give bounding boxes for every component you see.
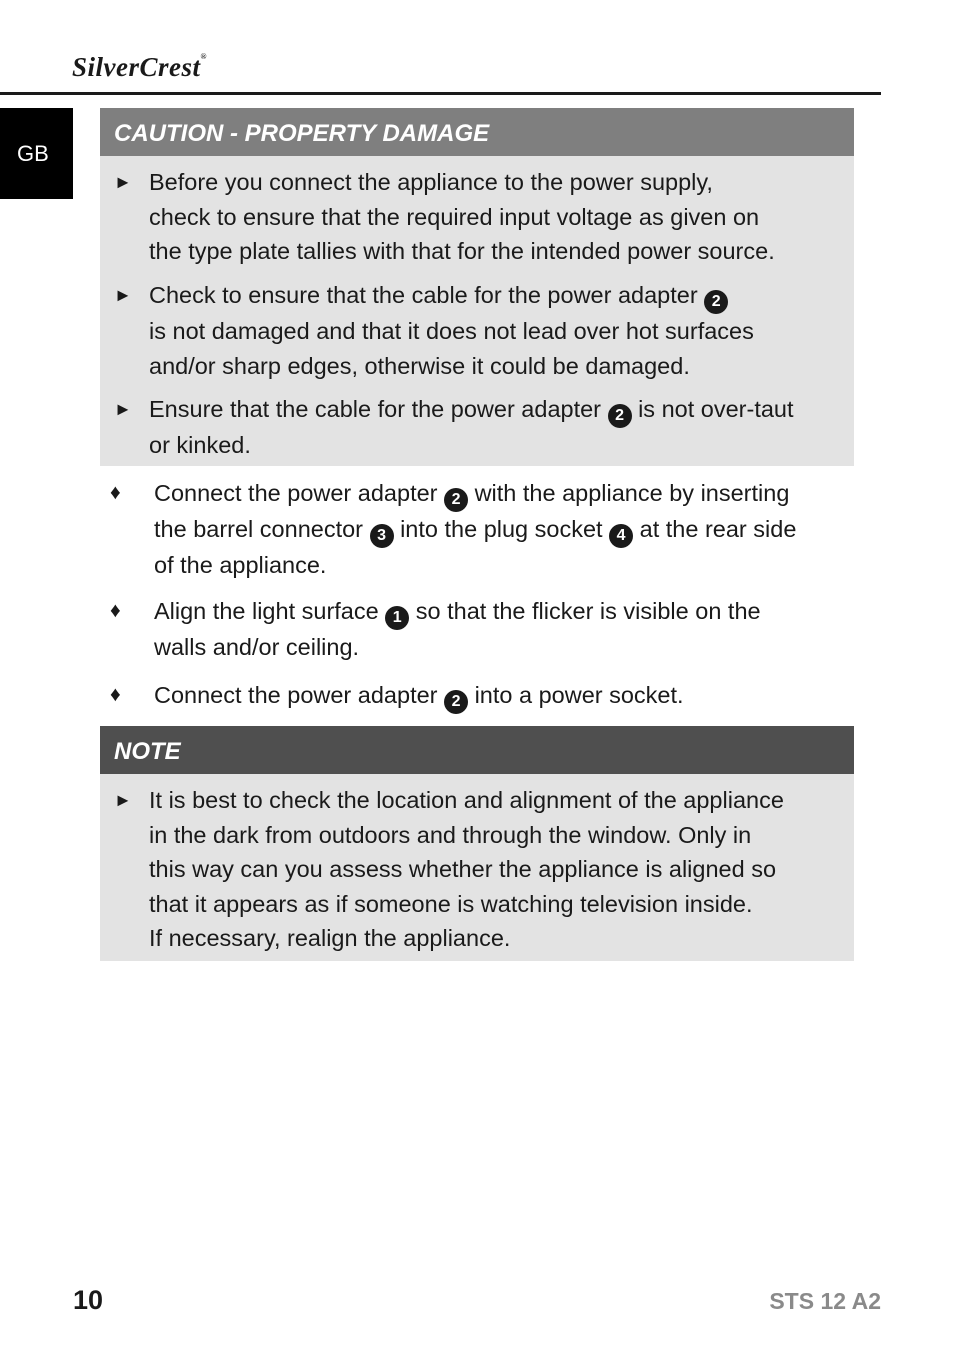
text-span: into a power socket. — [474, 682, 684, 708]
text-span: Connect the power adapter — [154, 682, 438, 708]
brand-logo — [72, 52, 207, 83]
caution-heading: CAUTION - PROPERTY DAMAGE — [100, 108, 854, 156]
caution-item-2 — [149, 278, 849, 383]
diamond-bullet-icon: ♦ — [110, 481, 121, 504]
caution-item-1 — [149, 165, 849, 269]
text-line: the type plate tallies with that for the intended power source. — [149, 238, 775, 264]
text-line: or kinked. — [149, 432, 251, 458]
caution-item-3 — [149, 392, 849, 463]
diamond-bullet-icon: ♦ — [110, 683, 121, 706]
model-number: STS 12 A2 — [769, 1288, 881, 1314]
text-line: It is best to check the location and alignment of the appliance — [149, 787, 784, 813]
arrow-bullet-icon: ► — [114, 399, 132, 419]
reference-number: 4 — [609, 524, 633, 548]
text-line — [154, 678, 854, 714]
text-span: Connect the power adapter — [154, 480, 438, 506]
reference-number: 2 — [608, 404, 632, 428]
text-line: walls and/or ceiling. — [154, 634, 360, 660]
text-line: of the appliance. — [154, 552, 327, 578]
reference-number: 3 — [370, 524, 394, 548]
note-item — [149, 783, 849, 956]
text-line — [154, 476, 854, 512]
text-span: Align the light surface — [154, 598, 379, 624]
text-line: that it appears as if someone is watching television inside. — [149, 890, 753, 917]
text-line: Before you connect the appliance to the power supply, — [149, 169, 713, 195]
text-line: If necessary, realign the appliance. — [149, 925, 511, 951]
registered-mark: ® — [200, 52, 207, 61]
text-line: and/or sharp edges, otherwise it could be damaged. — [149, 352, 690, 379]
diamond-bullet-icon: ♦ — [110, 599, 121, 622]
page-number: 10 — [73, 1285, 104, 1315]
text-line — [154, 512, 854, 548]
arrow-bullet-icon: ► — [114, 285, 132, 305]
text-line: check to ensure that the required input voltage as given on — [149, 203, 760, 230]
text-span: into the plug socket — [400, 516, 603, 542]
brand-name: SilverCrest — [72, 52, 201, 82]
text-line — [149, 278, 849, 314]
reference-number: 2 — [444, 488, 468, 512]
step-1 — [154, 476, 854, 583]
step-2 — [154, 594, 854, 665]
text-span: with the appliance by inserting — [474, 480, 790, 506]
reference-number: 2 — [704, 290, 728, 314]
reference-number: 2 — [444, 690, 468, 714]
arrow-bullet-icon: ► — [114, 790, 132, 810]
text-line — [154, 594, 854, 630]
text-line: in the dark from outdoors and through the window. Only in — [149, 821, 752, 848]
text-line: is not damaged and that it does not lead over hot surfaces — [149, 318, 754, 344]
text-span: the barrel connector — [154, 516, 364, 542]
text-span: so that the flicker is visible on the — [415, 598, 761, 624]
note-heading: NOTE — [100, 726, 854, 774]
arrow-bullet-icon: ► — [114, 172, 132, 192]
text-span: Ensure that the cable for the power adapter — [149, 396, 602, 422]
language-tab: GB — [0, 108, 73, 199]
text-line: this way can you assess whether the appliance is aligned so — [149, 856, 777, 882]
text-span: Check to ensure that the cable for the power adapter — [149, 282, 698, 308]
text-span: at the rear side — [639, 516, 797, 542]
text-span: is not over-taut — [638, 396, 794, 422]
header-rule — [0, 92, 881, 95]
text-line — [149, 392, 849, 428]
step-3 — [154, 678, 854, 714]
reference-number: 1 — [385, 606, 409, 630]
